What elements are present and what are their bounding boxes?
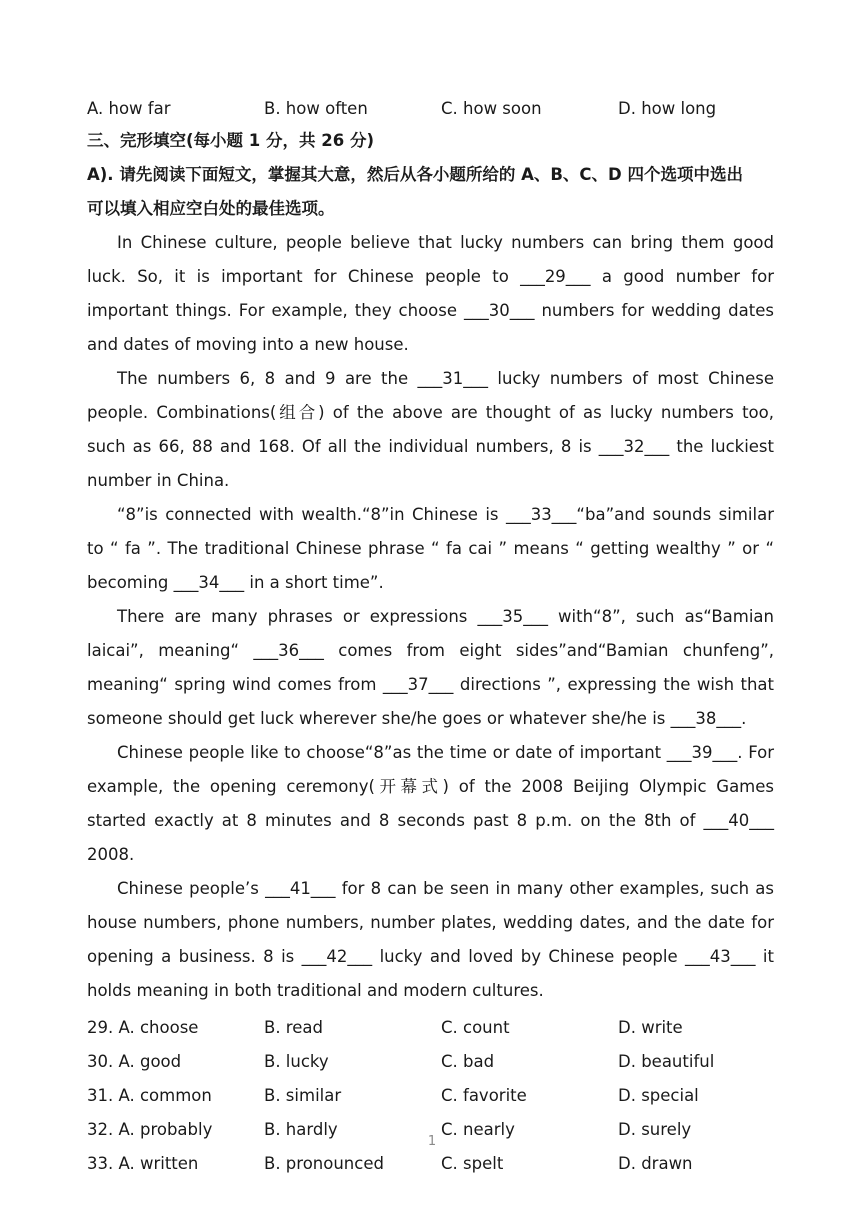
option-d: D. special bbox=[618, 1085, 699, 1105]
option-b: B. lucky bbox=[264, 1051, 329, 1071]
option-a: 33. A. written bbox=[87, 1153, 199, 1173]
option-d: D. beautiful bbox=[618, 1051, 715, 1071]
passage-paragraph-1: In Chinese culture, people believe that lucky numbers can bring them good luck. So, it is important for Chinese people to ___29___ a good number for important things. For example, they choose ___30___ numbers for wedding dates and dates of moving into a new house. bbox=[87, 233, 774, 354]
option-b: B. read bbox=[264, 1017, 323, 1037]
option-d: D. how long bbox=[618, 98, 717, 118]
question-30-options bbox=[87, 1044, 774, 1078]
question-29-options bbox=[87, 1010, 774, 1044]
question-options-list bbox=[87, 1010, 774, 1180]
question-31-options bbox=[87, 1078, 774, 1112]
option-b: B. similar bbox=[264, 1085, 342, 1105]
option-c: C. nearly bbox=[441, 1119, 515, 1139]
option-d: D. surely bbox=[618, 1119, 692, 1139]
passage-paragraph-2: The numbers 6, 8 and 9 are the ___31___ lucky numbers of most Chinese people. Combinations(组合) of the above are thought of as lucky numbers too, such as 66, 88 and 168. Of all the individual numbers, 8 is ___32___ the luckiest number in China. bbox=[87, 369, 774, 490]
page-content bbox=[87, 94, 774, 1180]
option-a: 30. A. good bbox=[87, 1051, 182, 1071]
passage-paragraph-3: “8”is connected with wealth.“8”in Chinese is ___33___“ba”and sounds similar to “ fa ”. The traditional Chinese phrase “ fa cai ” means “ getting wealthy ” or “ becoming ___34___ in a short time”. bbox=[87, 505, 774, 592]
question-33-options bbox=[87, 1146, 774, 1180]
section-title: 三、完形填空(每小题 1 分，共 26 分) bbox=[87, 131, 375, 150]
option-b: B. how often bbox=[264, 98, 368, 118]
option-c: C. favorite bbox=[441, 1085, 527, 1105]
option-b: B. hardly bbox=[264, 1119, 338, 1139]
option-c: C. count bbox=[441, 1017, 510, 1037]
option-c: C. how soon bbox=[441, 98, 542, 118]
option-a: 31. A. common bbox=[87, 1085, 212, 1105]
passage-paragraph-6: Chinese people’s ___41___ for 8 can be seen in many other examples, such as house numbers, phone numbers, number plates, wedding dates, and the date for opening a business. 8 is ___42___ lucky and loved by Chinese people ___43___ it holds meaning in both traditional and modern cultures. bbox=[87, 879, 774, 1000]
option-c: C. spelt bbox=[441, 1153, 504, 1173]
passage-paragraph-4: There are many phrases or expressions ___35___ with“8”, such as“Bamian laicai”, meaning“ ___36___ comes from eight sides”and“Bamian chunfeng”, meaning“ spring wind comes from ___37___ directions ”, expressing the wish that someone should get luck wherever she/he goes or whatever she/he is ___38___. bbox=[87, 607, 774, 728]
option-a: A. how far bbox=[87, 98, 171, 118]
option-a: 29. A. choose bbox=[87, 1017, 199, 1037]
section-instruction-line-2: 可以填入相应空白处的最佳选项。 bbox=[87, 199, 335, 218]
option-a: 32. A. probably bbox=[87, 1119, 213, 1139]
option-c: C. bad bbox=[441, 1051, 495, 1071]
page-number: 1 bbox=[427, 1134, 437, 1149]
passage-paragraph-5: Chinese people like to choose“8”as the time or date of important ___39___. For example, the opening ceremony(开幕式) of the 2008 Beijing Olympic Games started exactly at 8 minutes and 8 seconds past 8 p.m. on the 8th of ___40___ 2008. bbox=[87, 743, 774, 864]
option-b: B. pronounced bbox=[264, 1153, 384, 1173]
previous-question-options bbox=[87, 94, 774, 122]
option-d: D. write bbox=[618, 1017, 683, 1037]
option-d: D. drawn bbox=[618, 1153, 693, 1173]
section-instruction-line-1: A). 请先阅读下面短文，掌握其大意，然后从各小题所给的 A、B、C、D 四个选项中选出 bbox=[87, 165, 743, 184]
